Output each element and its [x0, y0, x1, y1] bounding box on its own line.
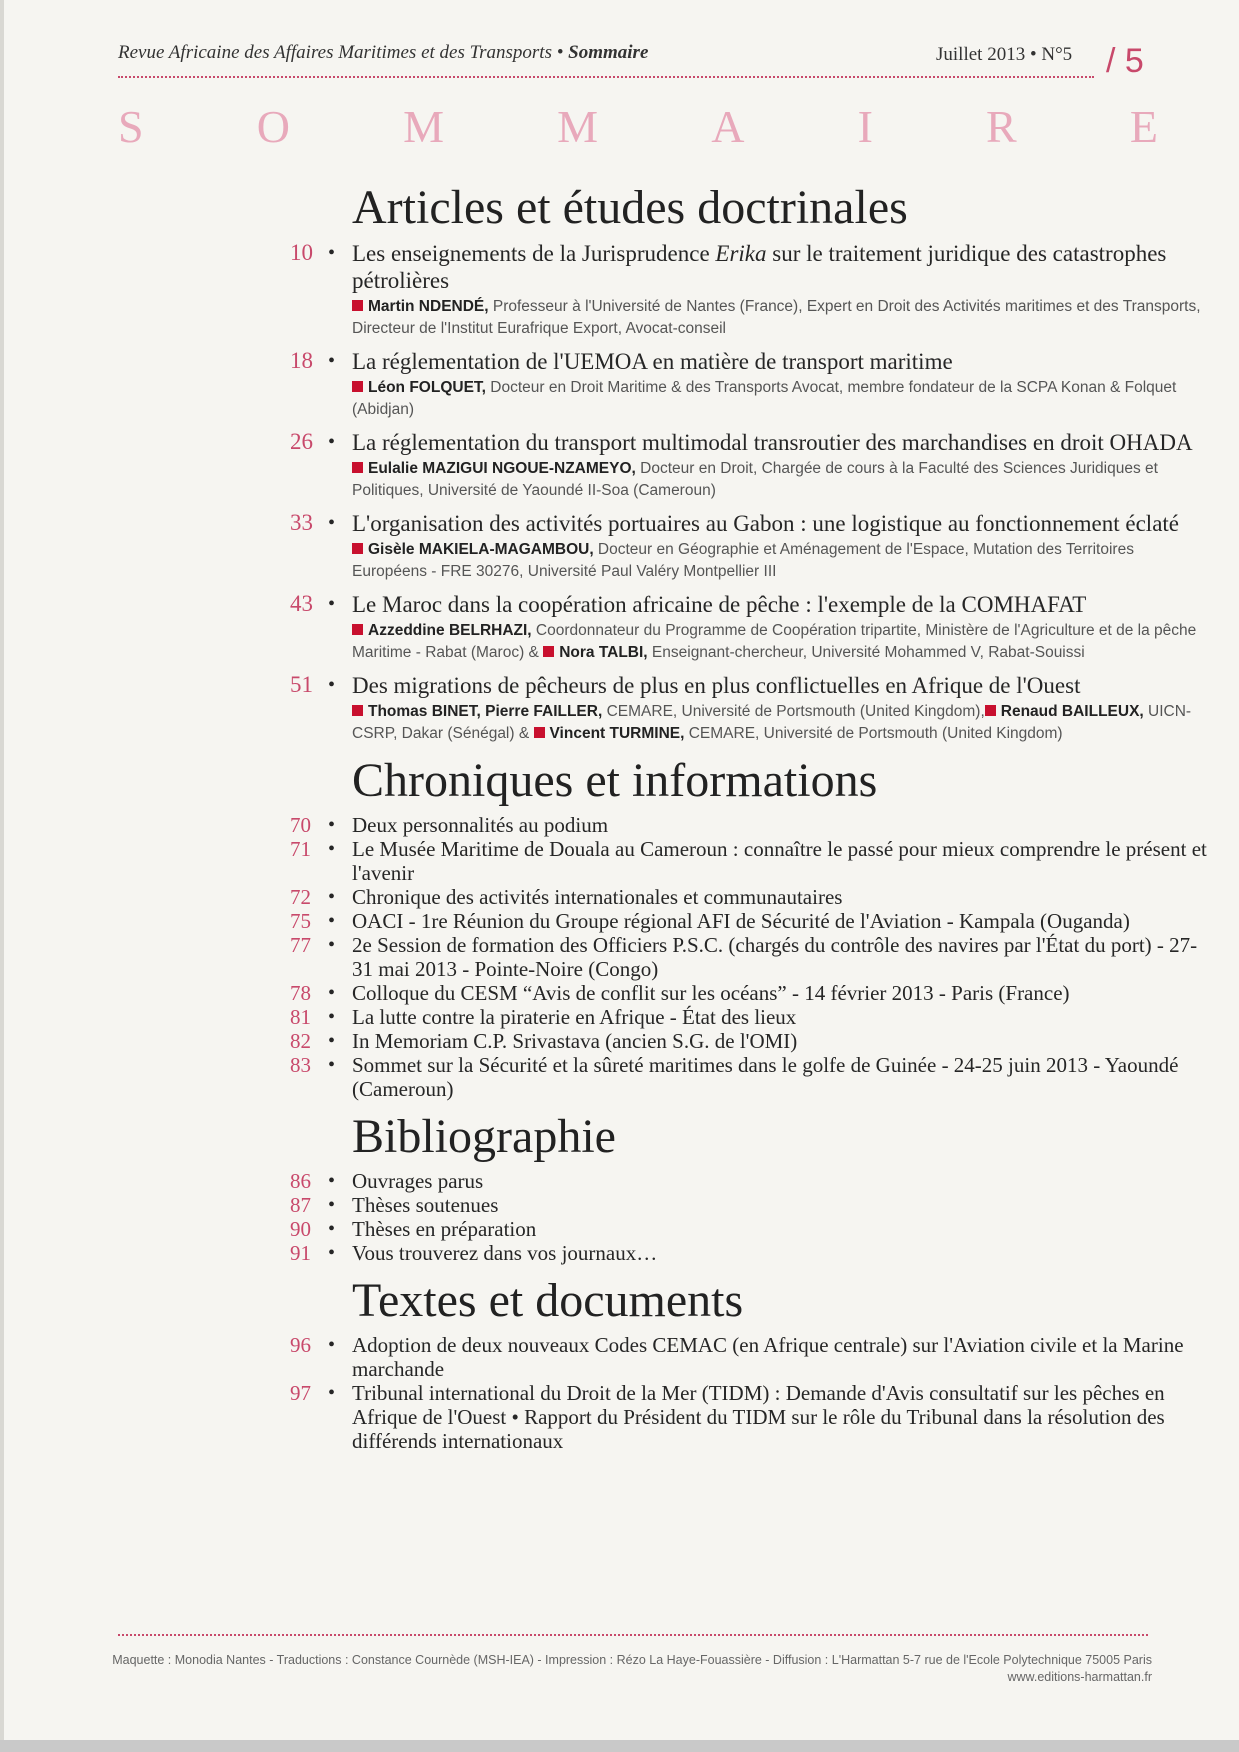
entry-title: • Ouvrages parus	[328, 1169, 484, 1193]
square-marker-icon	[352, 624, 363, 635]
banner-letter: E	[1129, 101, 1158, 152]
square-marker-icon	[352, 705, 363, 716]
section-title-bibliographie: Bibliographie	[352, 1110, 616, 1163]
square-marker-icon	[985, 705, 996, 716]
header-divider	[118, 76, 1094, 78]
section-title-textes: Textes et documents	[352, 1274, 744, 1327]
textes-list	[290, 1333, 1210, 1453]
bullet: •	[328, 674, 336, 696]
entry-authors	[352, 296, 1210, 340]
author-name: Nora TALBI,	[559, 644, 648, 661]
toc-entry[interactable]	[290, 1029, 1210, 1053]
author-affiliation: CEMARE, Université de Portsmouth (United Kingdom)	[684, 725, 1063, 742]
page-ref: 71	[290, 837, 311, 861]
author-name: Léon FOLQUET,	[368, 379, 486, 396]
toc-entry[interactable]	[290, 429, 1210, 502]
page-ref: 43	[290, 591, 313, 616]
issue-label: Juillet 2013 • N°5	[936, 44, 1073, 65]
square-marker-icon	[352, 381, 363, 392]
bullet: •	[328, 934, 336, 956]
entry-authors	[352, 458, 1210, 502]
toc-entry[interactable]	[290, 1333, 1210, 1381]
bullet: •	[328, 350, 336, 372]
toc-entry[interactable]	[290, 885, 1210, 909]
author-affiliation: Enseignant-chercheur, Université Mohammed V, Rabat-Souissi	[647, 644, 1085, 661]
entry-title: • Thèses en préparation	[328, 1217, 537, 1241]
page-ref: 70	[290, 813, 311, 837]
square-marker-icon	[352, 462, 363, 473]
footer-website: www.editions-harmattan.fr	[1007, 1670, 1152, 1684]
author-name: Eulalie MAZIGUI NGOUE-NZAMEYO,	[368, 460, 636, 477]
bullet: •	[328, 242, 336, 264]
sommaire-banner	[118, 100, 1158, 153]
footer-credits: Maquette : Monodia Nantes - Traductions : Constance Cournède (MSH-IEA) - Impression : Rézo La Haye-Fouassière - Diffusion : L'Harmattan 5-7 rue de l'Ecole Polytechnique 75005 Paris	[112, 1653, 1152, 1667]
page-bottom-edge	[0, 1740, 1239, 1752]
page-ref: 97	[290, 1381, 311, 1405]
page-ref: 83	[290, 1053, 311, 1077]
banner-letter: R	[986, 101, 1017, 152]
page-edge	[0, 0, 4, 1752]
bullet: •	[328, 1170, 336, 1192]
author-affiliation: Docteur en Droit, Chargée de cours à la Faculté des Sciences Juridiques et Politiques, Université de Yaoundé II-Soa (Cameroun)	[352, 460, 1158, 499]
page-ref: 78	[290, 981, 311, 1005]
bullet: •	[328, 512, 336, 534]
toc-entry[interactable]	[290, 837, 1210, 885]
page-ref: 33	[290, 510, 313, 535]
author-name: Azzeddine BELRHAZI,	[368, 622, 532, 639]
entry-authors	[352, 701, 1210, 745]
page-number: / 5	[1106, 42, 1144, 80]
bibliographie-list	[290, 1169, 1210, 1265]
entry-title: • La réglementation de l'UEMOA en matière de transport maritime	[328, 349, 953, 374]
chroniques-list	[290, 813, 1210, 1101]
toc-entry[interactable]	[290, 1381, 1210, 1453]
entry-title: • Colloque du CESM “Avis de conflit sur les océans” - 14 février 2013 - Paris (France)	[328, 981, 1070, 1005]
page-ref: 18	[290, 348, 313, 373]
banner-letter: A	[711, 101, 745, 152]
entry-title: • Vous trouverez dans vos journaux…	[328, 1241, 658, 1265]
bullet: •	[328, 1334, 336, 1356]
banner-letter: M	[403, 101, 445, 152]
bullet: •	[328, 1030, 336, 1052]
entry-title: • OACI - 1re Réunion du Groupe régional AFI de Sécurité de l'Aviation - Kampala (Ouganda)	[328, 909, 1130, 933]
page-ref: 82	[290, 1029, 311, 1053]
page-ref: 77	[290, 933, 311, 957]
author-name: Martin NDENDÉ,	[368, 298, 489, 315]
entry-title: • Deux personnalités au podium	[328, 813, 609, 837]
toc-entry[interactable]	[290, 1193, 1210, 1217]
author-affiliation: Professeur à l'Université de Nantes (France), Expert en Droit des Activités maritimes et des Transports, Directeur de l'Institut Eurafrique Export, Avocat-conseil	[352, 298, 1201, 337]
entry-authors	[352, 620, 1210, 664]
bullet: •	[328, 1194, 336, 1216]
bullet: •	[328, 1054, 336, 1076]
author-name: Renaud BAILLEUX,	[1000, 703, 1144, 720]
page-ref: 10	[290, 240, 313, 265]
toc-entry[interactable]	[290, 981, 1210, 1005]
page-ref: 51	[290, 672, 313, 697]
entry-title: • Le Maroc dans la coopération africaine de pêche : l'exemple de la COMHAFAT	[328, 592, 1087, 617]
page-ref: 75	[290, 909, 311, 933]
square-marker-icon	[352, 300, 363, 311]
entry-title: • In Memoriam C.P. Srivastava (ancien S.G. de l'OMI)	[328, 1029, 798, 1053]
author-affiliation: Docteur en Géographie et Aménagement de l'Espace, Mutation des Territoires Européens - FRE 30276, Université Paul Valéry Montpellier III	[352, 541, 1134, 580]
articles-list	[290, 240, 1210, 745]
square-marker-icon	[543, 646, 554, 657]
bullet: •	[328, 982, 336, 1004]
toc-entry[interactable]	[290, 510, 1210, 583]
footer	[112, 1652, 1152, 1686]
journal-title: Revue Africaine des Affaires Maritimes et des Transports • Sommaire	[118, 42, 649, 63]
toc-entry[interactable]	[290, 348, 1210, 421]
page-ref: 91	[290, 1241, 311, 1265]
toc-entry[interactable]	[290, 1169, 1210, 1193]
banner-letter: O	[256, 101, 290, 152]
entry-authors	[352, 377, 1210, 421]
toc-entry[interactable]	[290, 909, 1210, 933]
page-ref: 26	[290, 429, 313, 454]
entry-title: • L'organisation des activités portuaires au Gabon : une logistique au fonctionnement éclaté	[328, 511, 1180, 536]
page-ref: 90	[290, 1217, 311, 1241]
toc-entry[interactable]	[290, 813, 1210, 837]
bullet: •	[328, 593, 336, 615]
banner-letter: S	[118, 101, 144, 152]
author-affiliation: UICN-CSRP, Dakar (Sénégal) &	[352, 703, 1192, 742]
author-affiliation: CEMARE, Université de Portsmouth (United Kingdom),	[602, 703, 985, 720]
banner-letter: M	[557, 101, 599, 152]
bullet: •	[328, 431, 336, 453]
entry-title: • Les enseignements de la Jurisprudence Erika sur le traitement juridique des catastrophes pétrolières	[328, 241, 1167, 293]
page-ref: 96	[290, 1333, 311, 1357]
sommaire-label: Sommaire	[568, 42, 649, 63]
toc-entry[interactable]	[290, 591, 1210, 664]
entry-title: • La lutte contre la piraterie en Afrique - État des lieux	[328, 1005, 797, 1029]
section-title-articles: Articles et études doctrinales	[352, 181, 908, 234]
square-marker-icon	[352, 543, 363, 554]
section-title-chroniques: Chroniques et informations	[352, 754, 878, 807]
entry-title: • Tribunal international du Droit de la Mer (TIDM) : Demande d'Avis consultatif sur les pêches en Afrique de l'Ouest • Rapport du Président du TIDM sur le rôle du Tribunal dans la résolution des différends internationaux	[328, 1381, 1165, 1453]
page-ref: 81	[290, 1005, 311, 1029]
toc-entry[interactable]	[290, 240, 1210, 340]
toc	[290, 180, 1210, 1453]
toc-entry[interactable]	[290, 1053, 1210, 1101]
page-ref: 72	[290, 885, 311, 909]
author-name: Vincent TURMINE,	[549, 725, 685, 742]
entry-title: • Sommet sur la Sécurité et la sûreté maritimes dans le golfe de Guinée - 24-25 juin 2013 - Yaoundé (Cameroun)	[328, 1053, 1179, 1101]
entry-title: • 2e Session de formation des Officiers P.S.C. (chargés du contrôle des navires par l'État du port) - 27-31 mai 2013 - Pointe-Noire (Congo)	[328, 933, 1198, 981]
toc-entry[interactable]	[290, 672, 1210, 745]
author-affiliation: Docteur en Droit Maritime & des Transports Avocat, membre fondateur de la SCPA Konan & Folquet (Abidjan)	[352, 379, 1177, 418]
entry-title: • Thèses soutenues	[328, 1193, 499, 1217]
entry-title: • La réglementation du transport multimodal transroutier des marchandises en droit OHADA	[328, 430, 1193, 455]
author-name: Thomas BINET, Pierre FAILLER,	[368, 703, 603, 720]
page-ref: 86	[290, 1169, 311, 1193]
bullet: •	[328, 1242, 336, 1264]
entry-title: • Chronique des activités internationales et communautaires	[328, 885, 843, 909]
entry-title: • Le Musée Maritime de Douala au Cameroun : connaître le passé pour mieux comprendre le présent et l'avenir	[328, 837, 1207, 885]
bullet: •	[328, 1006, 336, 1028]
author-name: Gisèle MAKIELA-MAGAMBOU,	[368, 541, 594, 558]
footer-divider	[118, 1634, 1148, 1636]
entry-title: • Adoption de deux nouveaux Codes CEMAC (en Afrique centrale) sur l'Aviation civile et la Marine marchande	[328, 1333, 1184, 1381]
toc-entry[interactable]	[290, 1217, 1210, 1241]
entry-title: • Des migrations de pêcheurs de plus en plus conflictuelles en Afrique de l'Ouest	[328, 673, 1081, 698]
entry-authors	[352, 539, 1210, 583]
bullet: •	[328, 886, 336, 908]
page-ref: 87	[290, 1193, 311, 1217]
bullet: •	[328, 814, 336, 836]
banner-letter: I	[857, 101, 873, 152]
entry-title-emphasis: Erika	[715, 241, 767, 266]
author-affiliation: Coordonnateur du Programme de Coopération tripartite, Ministère de l'Agriculture et de la pêche Maritime - Rabat (Maroc) &	[352, 622, 1197, 661]
square-marker-icon	[534, 727, 545, 738]
bullet: •	[328, 838, 336, 860]
bullet: •	[328, 1218, 336, 1240]
bullet: •	[328, 910, 336, 932]
bullet: •	[328, 1382, 336, 1404]
toc-entry[interactable]	[290, 933, 1210, 981]
toc-entry[interactable]	[290, 1005, 1210, 1029]
toc-entry[interactable]	[290, 1241, 1210, 1265]
